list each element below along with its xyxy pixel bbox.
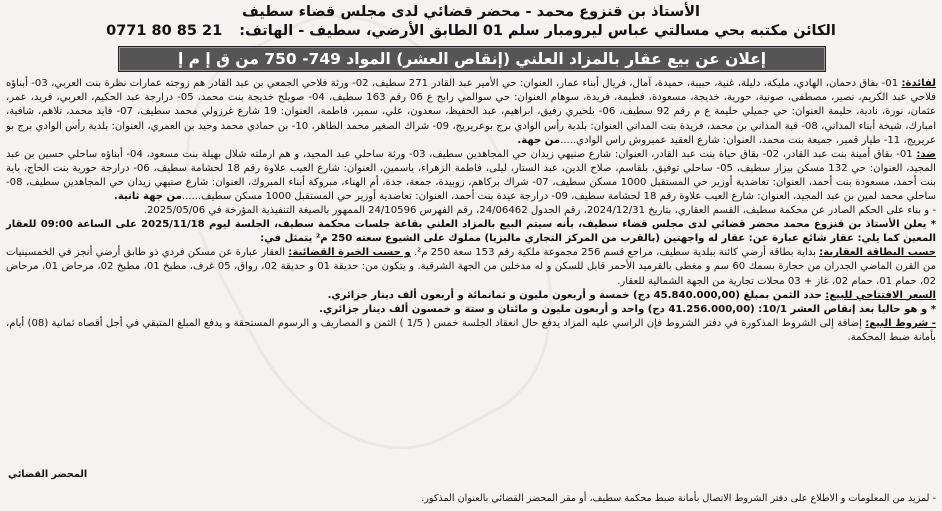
paragraph-tail: من جهة ثانية. xyxy=(114,190,182,202)
office-address xyxy=(6,23,936,40)
paragraph-text: - و بناء على الحكم الصادر عن محكمة سطيف، القسم العقاري، بتاريخ 2024/12/31، رقم الجدول 24/06462، رقم الفهرس 24/10596 الممهور بالصيغة التنفيذية المؤرخة في 2025/05/06. xyxy=(143,205,936,217)
paragraph-lead: لفائدة: xyxy=(901,78,936,90)
paragraph-text: 01- بفاق دحمان، الهادي، مليكة، دليلة، غنية، حبيبة، حميدة، آمال، فريال أبناء عمار، العنوان: حي الأمير عبد القادر 271 سطيف، 02- ورثة فلاحي الجمعي بن عبد القادر هم زوجته عمارات نظرة بنت العربي، 03- أبناؤه فلاحي عبد الكريم، نصير، مصطفى، صونية، حورية، خديجة، مسعودة، فطيمة، فريدة، سوهام العنوان: حي سوالمي رابح ع 06 رقم 163 سطيف، 04- صويلح خديجة بنت محمد، 05- درارجة عبد الحكيم، العربي، فريد، عمر، عثمان، نورة، نادية، حليمة العنوان: حي جميلي حليمة ع م رقم 92 سطيف، 06- بلحيري رفيق، ابراهيم، عبد الحفيظ، سعدون، علي، سمير، فاطمة، العنوان: 19 شارع غرزولي محمد سطيف، 07- فايد محمد، تلاهم، شافية، امبارك، شيخة أبناء المداني، 08- قبة المداني بن محمد، فريدة بنت المداني العنوان: بلدية رأس الوادي برج بوعريريج، 09- شراك الصغير محمد الطاهر، 10- بن حمادي محمد وحيد بن العمري، العنوان: بلدية رأس الوادي برج بو عريريج، 11- طيار قمير، جميعة بنت محمد، العنوان: شارع العقيد عميروش راس الوادي..... xyxy=(6,78,937,146)
paragraph-lead: حسب البطاقة العقارية: xyxy=(819,247,937,259)
paragraph-opening-price xyxy=(6,289,936,303)
paragraph-defendants xyxy=(6,148,936,204)
announcement-page xyxy=(6,4,936,507)
header xyxy=(6,4,936,40)
paragraph-lead: ضد: xyxy=(916,148,936,160)
paragraph-text: إضافة إلى الشروط المذكورة في دفتر الشروط فإن الراسي عليه المزاد يدفع حال انعقاد الجلسة خمس ( 1/5 ) الثمن و المصاريف و الرسوم المستحقة و يدفع المبلغ المتبقي في أجل أقصاه ثمانية (08) أيام، بأمانة ضبط المحكمة. xyxy=(6,317,936,343)
paragraph-text: بداية بطاقة أرضي كائنة ببلدية سطيف، مراجع قسم 256 مجموعة ملكية رقم 153 سعة 250 م². xyxy=(410,247,820,259)
paragraph-lead: - شروط البيع: xyxy=(865,317,937,329)
address-text: الكائن مكتبه بحي مسالتي عباس ليرومبار سلم 01 الطابق الأرضي، سطيف - الهاتف: xyxy=(239,23,836,40)
paragraph-tail: من جهة. xyxy=(517,134,561,146)
paragraph-text: * يعلن الأستاذ بن قنزوع محمد محضر قضائي لدى مجلس قضاء سطيف، بأنه سيتم البيع بالمزاد العلني بقاعة جلسات محكمة سطيف، الجلسة ليوم 2025/11/18 على الساعة 09:00 للعقار المعين كما يلي: عقار شائع عبارة عن: عقار له واجهتين (بالقرب من المركز التجاري مالبزيا) مملوك على الشيوع سعته 250 م² يتمثل في: xyxy=(6,219,936,245)
paragraph-sale-conditions xyxy=(6,317,936,345)
announcement-body xyxy=(6,77,936,345)
paragraph-text: 01- بقاق أمينة بنت عبد القادر، 02- بقاق حياة بنت عبد القادر، العنوان: شارع صنيهي زيدان حي المجاهدين سطيف، 03- ورثة ساحلي عبد المجيد، و هم ارملته شلال بهيلة بنت مسعود، 04- أبناؤه ساحلي حسين بن عبد المجيد، العنوان: حي 132 مسكن بيزار سطيف، 05- ساحلي توفيق، بلقاسم، صلاح الدين، عبد الستار، ليلى، فاطمة الزهراء، ياسمين، العنوان: شارع العيب علاوة رقم 18 لحشامة سطيف، 06- درارجة حورية بنت الحاج، باية بنت أحمد، مسعودة بنت أحمد، العنوان: تعاضدية أوزير حي المستقبل 1000 مسكن سطيف، 07- شراك بركاهم، زوبيدة، جمعة، جدة، أم الهناء، مبروكة أبناء المبروك، العنوان: شارع صنيهي زيدان حي المجاهدين سطيف، 08- ساحلي محمد لمين بن عبد المجيد، العنوان: شارع العيب علاوة رقم 18 لحشامة سطيف، 09- درارجة عيدة بنت أحمد، العنوان: تعاضدية أوزير حي المستقبل 1000 مسكن سطيف...... xyxy=(6,148,936,202)
paragraph-property-description xyxy=(6,246,936,288)
signature-label: المحضر القضائي xyxy=(8,469,88,480)
paragraph-reduced-price xyxy=(6,303,936,317)
footer xyxy=(6,469,936,505)
paragraph-beneficiaries xyxy=(6,77,936,147)
paragraph-lead: السعر الافتتاحي للبيع: xyxy=(825,289,936,301)
paragraph-tail: و حسب الخبرة القضائية: xyxy=(288,247,411,259)
paragraph-text: * و هو حاليا بعد إنقاص العشر 10/1: (41.256.000,00 دج) واحد و أربعون مليون و مائتان و ستة و خمسون ألف دينار جزائري. xyxy=(319,303,936,315)
paragraph-text-2: العقار عبارة عن مسكن فردي ذو طابق أرضي أنجز في الخمسينيات من القرن الماضي الجدران من حجارة بسمك 60 سم و مغطى بالقرميد الأحمر قابل للسكن و له مدخلين من الجهة الشرقية. و يتكون من: حديقة 01 و حديقة 02، رواق، 05 غرف، مطبخ 01، مطبخ 02، مرحاض 01، مرحاض 02، حمام 01، حمام 02، غاز + 03 محلات تجارية من الجهة الشمالية للعقار. xyxy=(6,247,936,287)
paragraph-text: حدد الثمن بمبلغ (45.840.000,00 دج) خمسة و أربعون مليون و ثمانمائة و أربعون ألف دينار جزائري. xyxy=(327,289,826,301)
bailiff-name: الأستاذ بن قنزوع محمد - محضر قضائي لدى مجلس قضاء سطيف xyxy=(242,4,700,20)
paragraph-auction-notice xyxy=(6,218,936,246)
announcement-title: إعلان عن بيع عقار بالمزاد العلني (إنقاص العشر) المواد 749- 750 من ق إ م إ xyxy=(118,46,826,72)
footer-note: - لمزيد من المعلومات و الاطلاع على دفتر الشروط الاتصال بأمانة ضبط محكمة سطيف، أو مقر المحضر القضائي بالعنوان المذكور. xyxy=(421,493,936,504)
paragraph-judgment xyxy=(6,204,936,218)
phone-number: 0771 80 85 21 xyxy=(106,23,223,40)
